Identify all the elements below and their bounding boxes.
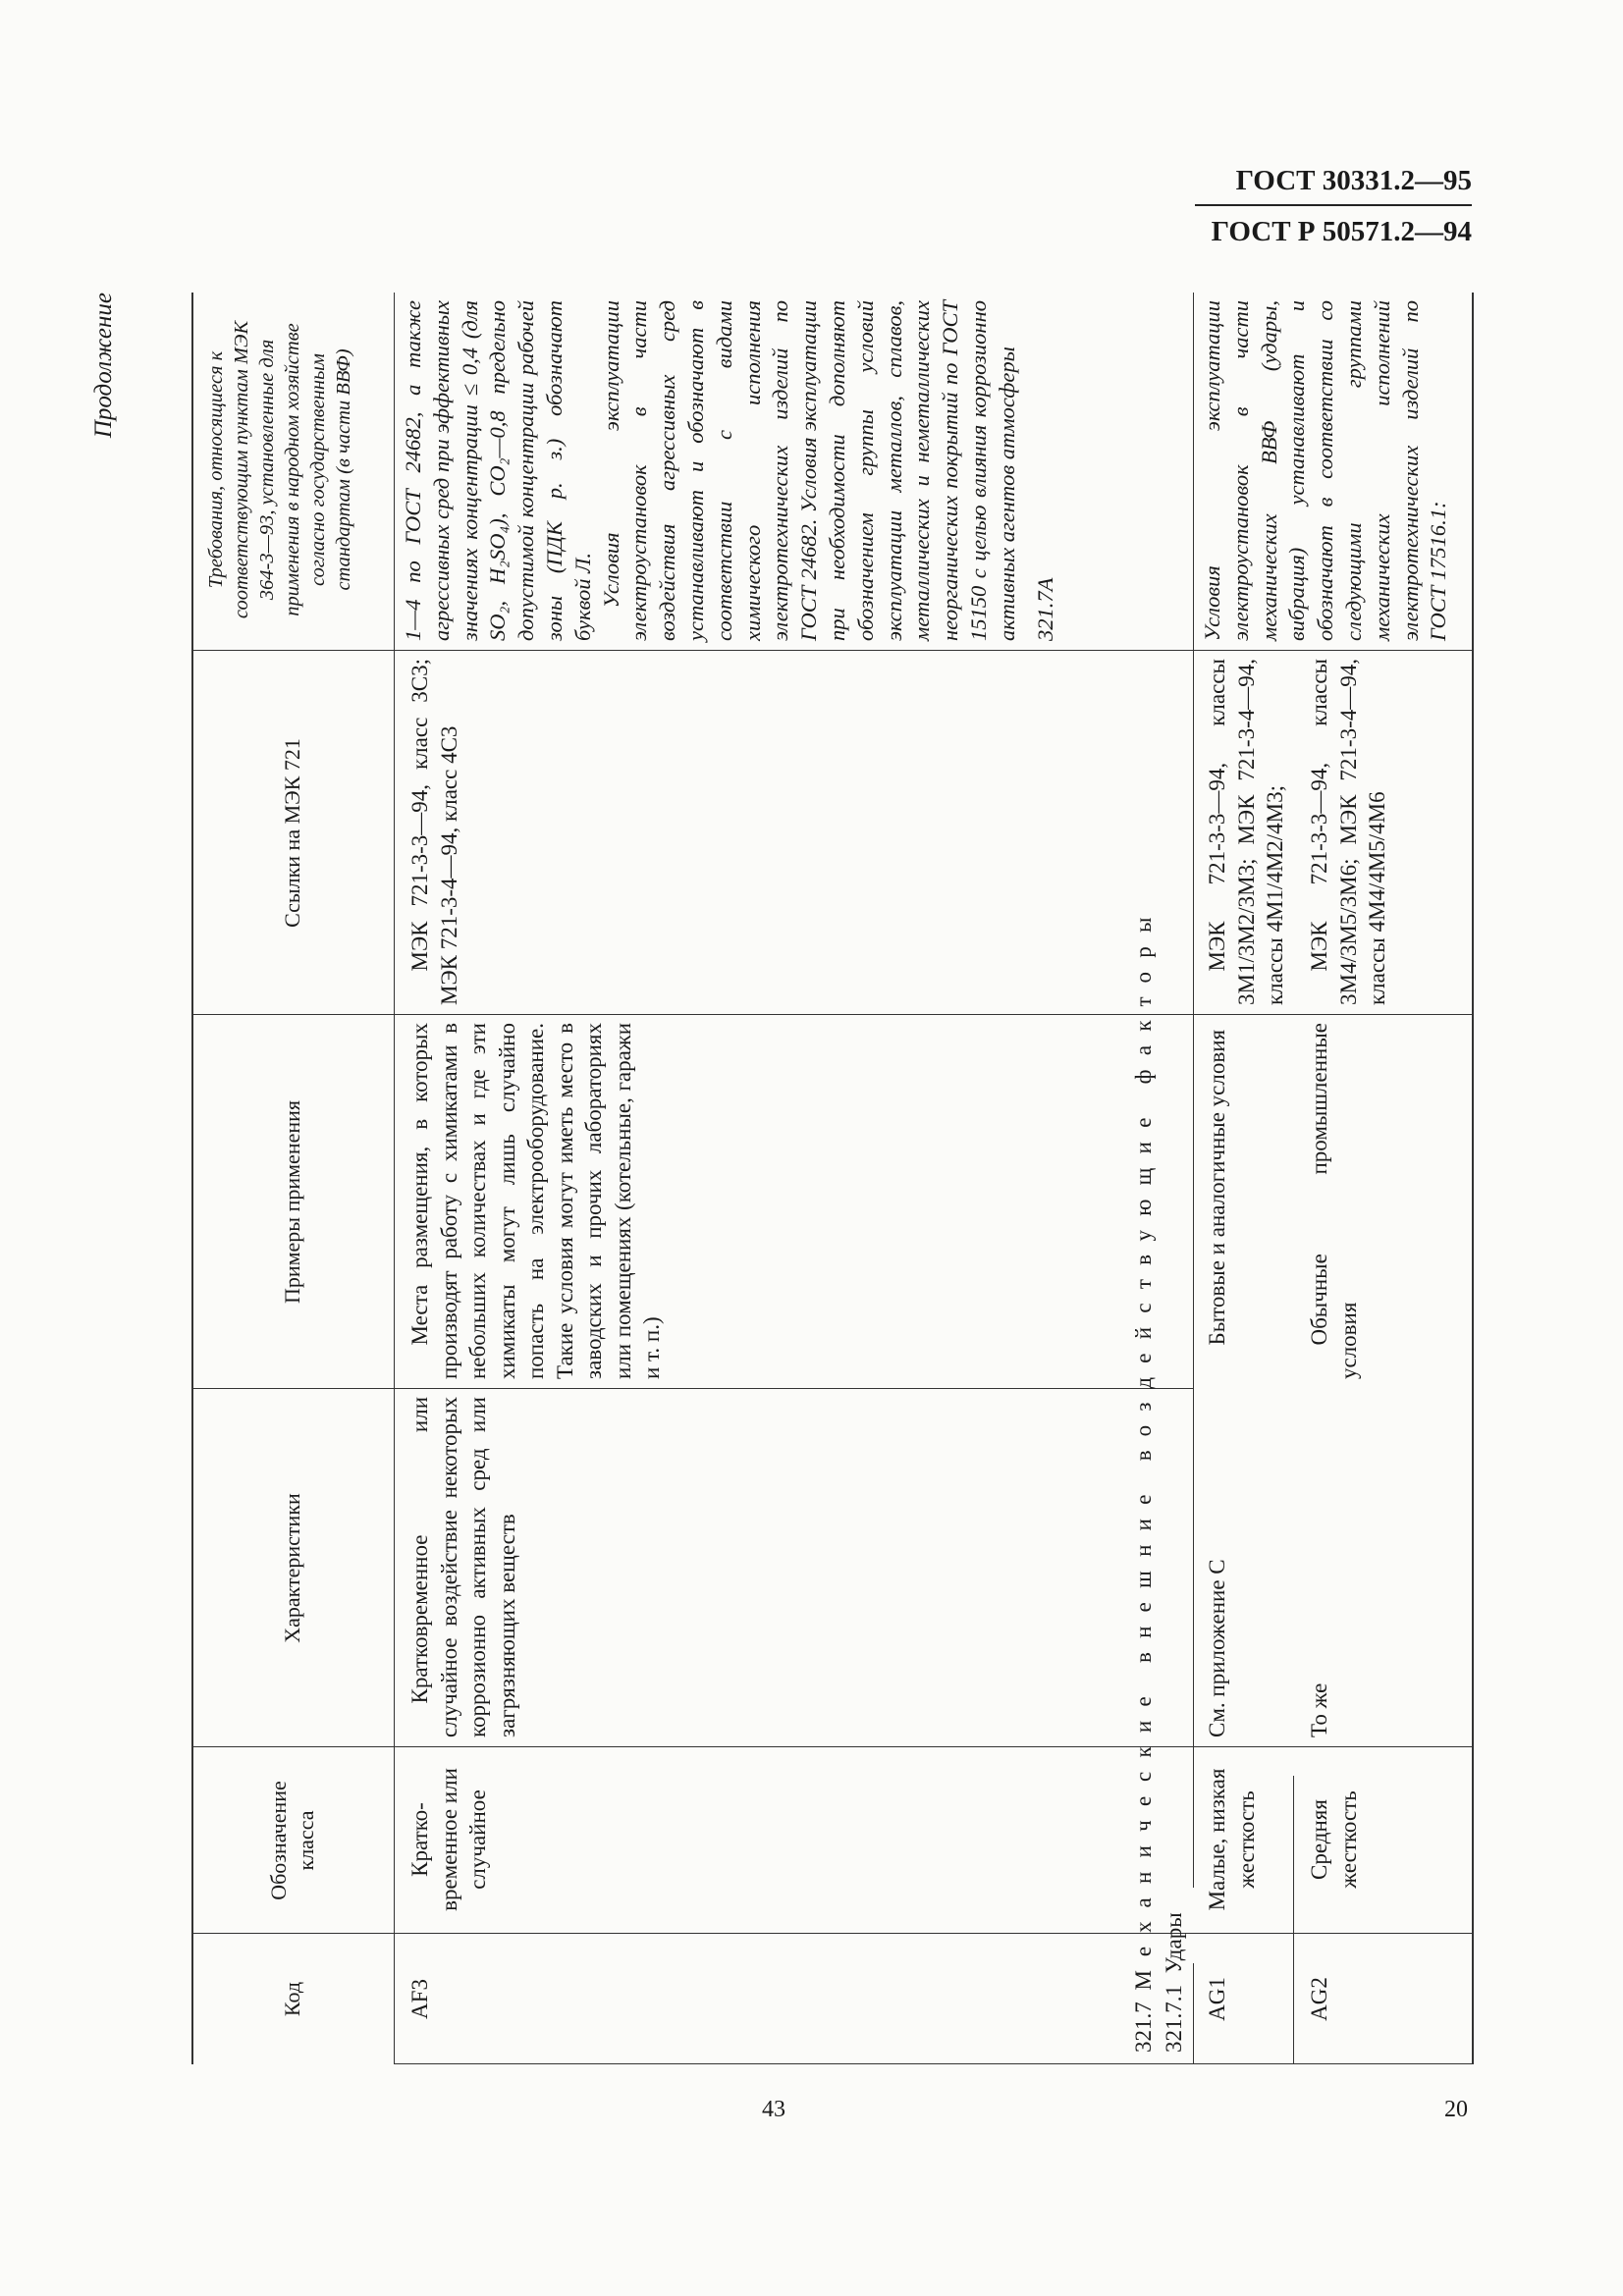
af3-characteristics-text: Кратковременное или случайное воздействие некоторых коррозионно активных сред или загрязняющих веществ <box>407 1397 519 1737</box>
af3-class: Кратко-временное или случайное <box>407 1768 490 1911</box>
ag1-requirements <box>1199 300 1453 641</box>
continuation-label: Продолжение <box>90 293 117 439</box>
rotated-table-page <box>90 293 1472 2064</box>
header-characteristics: Характеристики <box>280 1493 304 1643</box>
af3-requirements-ref: 321.7А <box>1032 577 1057 641</box>
af3-iec-refs-text: МЭК 721-3-3—94, класс 3С3; МЭК 721-3-4—94, класс 4С3 <box>407 659 461 1005</box>
section-title: Механические внешние воздействующие факторы <box>1131 903 1156 1991</box>
ag1-iec-refs <box>1203 659 1290 1005</box>
af3-requirements-lead: 1—4 по ГОСТ 24682, а также агрессивных сред при эффективных значениях концентрации ≤ 0,4 (для SO₂, H₂SO₄), CO₂—0,8 предельно допустимой концентрации рабочей зоны (ПДК р. з.) обозначают буквой Л. <box>401 300 595 641</box>
af3-requirements-body: Условия эксплуатации электроустановок в части воздействия агрессивных сред устанавливают и обозначают в соответствии с видами химического исполнения электротехнических изделий по ГОСТ 24682. Условия эксплуатации при необходимости дополняют обозначением группы условий эксплуатации металлов, сплавов, металлических и неметаллических неорганических покрытий по ГОСТ 15150 с целью влияния коррозионно активных агентов атмосферы <box>598 300 1019 641</box>
ag1-examples <box>1203 1023 1232 1379</box>
header-code: Код <box>280 1981 304 2017</box>
subsection-heading <box>1160 1912 1189 2053</box>
standard-number-1: ГОСТ 30331.2—95 <box>1235 165 1472 196</box>
page-number-right: 20 <box>1444 2097 1468 2122</box>
page-number-center: 43 <box>762 2097 785 2122</box>
header-iec-refs: Ссылки на МЭК 721 <box>280 738 304 928</box>
col-line-3 <box>191 1388 1193 1389</box>
ag1-code: AG1 <box>1205 1977 1229 2021</box>
col-line-2 <box>191 1746 1472 1747</box>
ag1-iec-refs-text: МЭК 721-3-3—94, классы 3М1/3М2/3М3; МЭК 721-3-4—94, классы 4М1/4М2/4М3; <box>1205 659 1287 1005</box>
af3-bottom-line-left <box>1193 1963 1194 2064</box>
af3-requirements <box>400 300 1059 641</box>
af3-examples-text: Места размещения, в которых производят работу с химикатами в небольших количествах и где эти химикаты могут лишь случайно попасть на электрооборудование. Такие условия могут иметь место в заводских и прочих лабораториях или помещениях (котельные, гаражи и т. п.) <box>407 1023 664 1379</box>
standard-number-2: ГОСТ Р 50571.2—94 <box>1211 216 1472 247</box>
header-bottom-line <box>394 293 395 2064</box>
af3-code: AF3 <box>407 1979 432 2019</box>
section-heading <box>1129 903 1159 2053</box>
af3-characteristics <box>406 1397 521 1737</box>
section-number: 321.7 <box>1131 2002 1156 2053</box>
af3-examples <box>406 1023 667 1379</box>
col-line-5 <box>191 650 1472 651</box>
ag1-class: Малые, низкая жесткость <box>1205 1768 1259 1911</box>
ag1-bottom-line <box>1293 1776 1294 2064</box>
subsection-title: Удары <box>1162 1912 1186 1974</box>
col-line-4 <box>191 1014 1472 1015</box>
ag2-class: Средняя жесткость <box>1307 1790 1361 1889</box>
ag2-code: AG2 <box>1307 1977 1331 2021</box>
table-top-border <box>191 293 193 2064</box>
col-line-1 <box>191 1933 1472 1934</box>
subsection-number: 321.7.1 <box>1162 1985 1186 2053</box>
ag2-iec-refs-text: МЭК 721-3-3—94, классы 3М4/3М5/3М6; МЭК 721-3-4—94, классы 4М4/4М5/4М6 <box>1307 659 1389 1005</box>
ag2-iec-refs <box>1305 659 1392 1005</box>
af3-bottom-line <box>1193 293 1194 1888</box>
ag1-examples-text: Бытовые и аналогичные условия <box>1205 1029 1229 1346</box>
af3-iec-refs <box>406 659 463 1005</box>
header-rule <box>1195 204 1472 206</box>
header-requirements: Требования, относящиеся к соответствующим пунктам МЭК 364-3—93, установленные для применения в народном хозяйстве согласно государственным стандартам (в части ВВФ) <box>205 320 354 619</box>
ag1-characteristics: См. приложение С <box>1205 1559 1229 1737</box>
ag2-examples-text: Обычные промышленные условия <box>1307 1023 1361 1379</box>
ag2-characteristics: То же <box>1307 1682 1331 1737</box>
ag1-requirements-text: Условия эксплуатации электроустановок в части механических ВВФ (удары, вибрация) устанавливают и обозначают в соответствии со следующими группами механических исполнений электротехнических изделий по ГОСТ 17516.1: <box>1200 300 1451 641</box>
ag2-examples <box>1305 1023 1363 1379</box>
col-line-0 <box>394 2063 1472 2064</box>
header-class: Обозначение класса <box>266 1781 318 1900</box>
table-bottom-border <box>1472 293 1474 2064</box>
header-examples: Примеры применения <box>280 1099 304 1305</box>
